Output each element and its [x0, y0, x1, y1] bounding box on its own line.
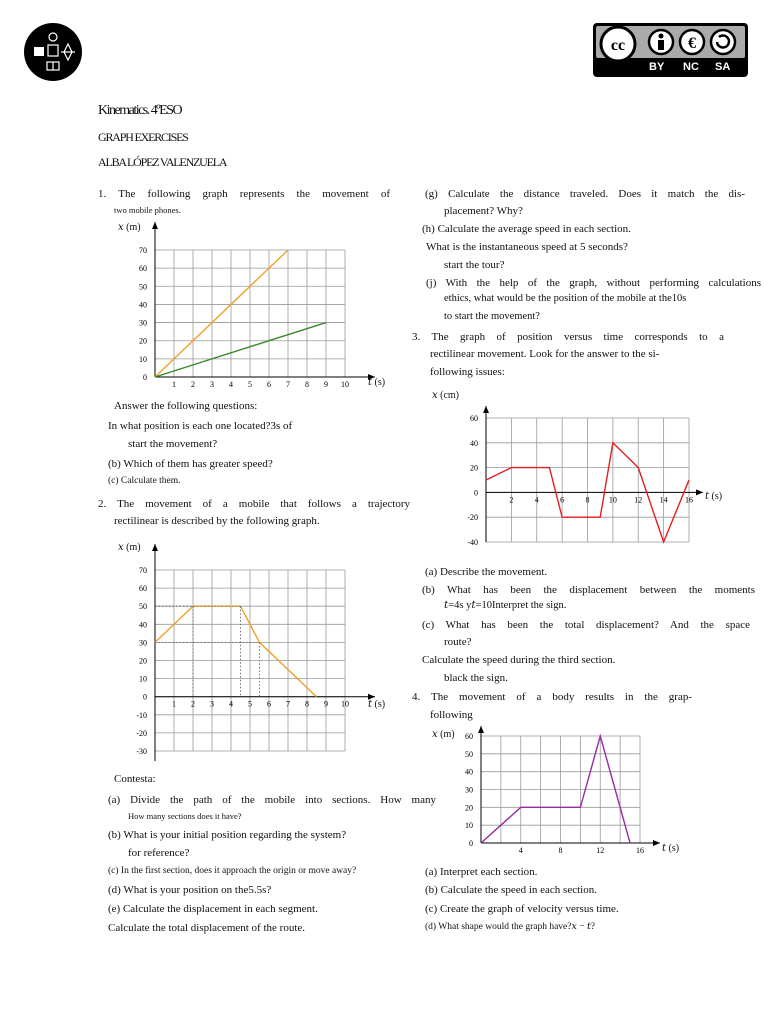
- q3-text-cont: rectilinear movement. Look for the answer to the si-: [430, 348, 660, 360]
- q2-f: Calculate the total displacement of the route.: [108, 922, 306, 934]
- q-i: What is the instantaneous speed at 5 seconds?: [426, 241, 628, 253]
- q-j-cont2: to start the movement?: [444, 311, 540, 322]
- y-tick-label: -20: [136, 728, 147, 738]
- q4-text-cont: following: [430, 709, 473, 721]
- x-tick-label: 4: [534, 495, 539, 505]
- x-tick-label: 1: [172, 699, 176, 709]
- q1-a: In what position is each one located?3s of: [108, 420, 293, 432]
- y-tick-label: 70: [139, 246, 147, 255]
- q-g: (g) Calculate the distance traveled. Does it match the dis-: [425, 188, 745, 200]
- x-tick-label: 2: [191, 380, 195, 389]
- x-tick-label: 7: [286, 380, 290, 389]
- q4-text: 4. The movement of a body results in the grap-: [412, 691, 692, 703]
- graph3-y-label: 𝑥 (cm): [432, 390, 460, 401]
- x-tick-label: 10: [341, 380, 349, 389]
- y-axis-arrow: [152, 222, 158, 229]
- x-tick-label: 10: [341, 699, 349, 709]
- q2-b: (b) What is your initial position regarding the system?: [108, 829, 347, 841]
- y-axis-arrow: [478, 726, 484, 733]
- x-tick-label: 8: [305, 380, 309, 389]
- x-tick-label: 7: [286, 699, 290, 709]
- x-tick-label: 10: [608, 495, 617, 505]
- q3-c-cont: route?: [444, 636, 472, 648]
- x-tick-label: 2: [191, 699, 195, 709]
- x-tick-label: 3: [210, 699, 214, 709]
- x-tick-label: 9: [324, 699, 328, 709]
- q1-b: (b) Which of them has greater speed?: [108, 458, 273, 470]
- graph2-x-label: 𝑡 (s): [368, 699, 386, 710]
- y-tick-label: 30: [465, 785, 473, 795]
- series-line-1: [155, 250, 288, 377]
- q4-c: (c) Create the graph of velocity versus time.: [425, 903, 619, 915]
- series-line-1: [155, 606, 317, 697]
- q2-c: (c) In the first section, does it approach the origin or move away?: [108, 866, 357, 876]
- y-tick-label: 50: [139, 282, 147, 292]
- q3-b: (b) What has been the displacement between the moments: [422, 584, 755, 596]
- q3-text-cont2: following issues:: [430, 366, 505, 378]
- q1-text-cont: two mobile phones.: [114, 205, 181, 215]
- y-tick-label: 20: [470, 463, 478, 473]
- author: ALBA LÓPEZ VALENZUELA: [98, 155, 227, 169]
- x-tick-label: 3: [210, 380, 214, 389]
- y-tick-label: 20: [139, 336, 147, 346]
- q2-text: 2. The movement of a mobile that follows a trajectory: [98, 498, 410, 510]
- q-i-cont: start the tour?: [444, 259, 505, 271]
- q-g-cont: placement? Why?: [444, 205, 523, 217]
- q3-a: (a) Describe the movement.: [425, 566, 548, 578]
- y-tick-label: 40: [470, 438, 478, 448]
- license-nc: NC: [683, 61, 699, 73]
- y-tick-label: -10: [136, 710, 147, 720]
- q1-text: 1. The following graph represents the movement of: [98, 188, 390, 200]
- graph4-y-label: 𝑥 (m): [432, 729, 455, 740]
- series-line-2: [155, 323, 326, 377]
- x-tick-label: 9: [324, 380, 328, 389]
- y-tick-label: 0: [143, 373, 147, 382]
- y-tick-label: 0: [143, 692, 147, 702]
- y-tick-label: 30: [139, 318, 147, 328]
- graph4-x-label: 𝑡 (s): [662, 843, 680, 854]
- answer-intro: Answer the following questions:: [114, 400, 258, 412]
- y-tick-label: 10: [465, 821, 473, 831]
- q2-a: (a) Divide the path of the mobile into sections. How many: [108, 794, 436, 806]
- license-by: BY: [649, 61, 665, 73]
- svg-text:€: €: [688, 35, 696, 52]
- y-tick-label: 60: [470, 414, 478, 423]
- q2-d: (d) What is your position on the5.5s?: [108, 884, 272, 896]
- school-logo: [23, 22, 83, 82]
- y-tick-label: 70: [139, 566, 147, 575]
- q4-d: (d) What shape would the graph have?𝑥 − 𝑡?: [425, 922, 595, 932]
- x-tick-label: 6: [267, 699, 271, 709]
- y-axis-arrow: [152, 544, 158, 551]
- y-tick-label: 10: [139, 354, 147, 364]
- graph1-y-label: 𝑥 (m): [118, 222, 141, 233]
- x-tick-label: 4: [518, 846, 523, 855]
- x-tick-label: 6: [560, 495, 565, 505]
- x-tick-label: 4: [229, 699, 233, 709]
- license-sa: SA: [715, 61, 731, 73]
- x-tick-label: 5: [248, 380, 252, 389]
- y-axis-arrow: [483, 406, 489, 413]
- y-tick-label: 0: [474, 488, 478, 498]
- y-tick-label: 50: [465, 749, 473, 759]
- q3-d-cont: black the sign.: [444, 672, 508, 684]
- x-tick-label: 5: [248, 699, 252, 709]
- x-tick-label: 2: [509, 495, 514, 505]
- svg-text:cc: cc: [610, 37, 626, 54]
- graph1-x-label: 𝑡 (s): [368, 377, 386, 388]
- x-tick-label: 12: [634, 495, 643, 505]
- graph-4: [460, 726, 660, 856]
- x-tick-label: 6: [267, 380, 271, 389]
- x-tick-label: 14: [659, 495, 668, 505]
- q1-a-cont: start the movement?: [128, 438, 218, 450]
- cc-license-badge: [593, 23, 748, 77]
- x-tick-label: 4: [229, 380, 233, 389]
- y-tick-label: -20: [467, 513, 478, 523]
- y-tick-label: 0: [469, 839, 473, 848]
- x-tick-label: 1: [172, 380, 176, 389]
- q3-b-cont: 𝑡=4s y𝑡=10Interpret the sign.: [444, 600, 567, 611]
- y-tick-label: 40: [465, 767, 473, 777]
- q3-text: 3. The graph of position versus time corresponds to a: [412, 331, 724, 343]
- y-tick-label: 30: [139, 638, 147, 648]
- x-tick-label: 12: [596, 846, 605, 855]
- graph-3: [440, 396, 730, 556]
- q-h: (h) Calculate the average speed in each section.: [422, 223, 631, 235]
- x-tick-label: 16: [685, 495, 693, 505]
- q3-c: (c) What has been the total displacement? And the space: [422, 619, 750, 631]
- x-tick-label: 8: [558, 846, 563, 855]
- q2-e: (e) Calculate the displacement in each segment.: [108, 903, 318, 915]
- y-tick-label: -40: [467, 538, 478, 547]
- graph-2: [113, 540, 373, 770]
- page-subtitle: GRAPH EXERCISES: [98, 130, 188, 144]
- page-title: Kinematics. 4ºESO: [98, 103, 182, 118]
- graph-1: [113, 218, 373, 388]
- y-tick-label: 10: [139, 674, 147, 684]
- y-tick-label: 20: [465, 803, 473, 813]
- graph3-x-label: 𝑡 (s): [705, 491, 723, 502]
- y-tick-label: 40: [139, 620, 147, 630]
- q4-b: (b) Calculate the speed in each section.: [425, 884, 597, 896]
- x-tick-label: 8: [305, 699, 309, 709]
- y-tick-label: 50: [139, 602, 147, 612]
- y-tick-label: 60: [465, 732, 473, 741]
- x-axis-arrow: [653, 840, 660, 846]
- x-tick-label: 8: [585, 495, 590, 505]
- contesta: Contesta:: [114, 773, 156, 785]
- q4-a: (a) Interpret each section.: [425, 866, 538, 878]
- q-j-cont: ethics, what would be the position of the mobile at the10s: [444, 293, 687, 304]
- graph2-y-label: 𝑥 (m): [118, 542, 141, 553]
- y-tick-label: 40: [139, 300, 147, 310]
- q-j: (j) With the help of the graph, without performing calculations: [426, 277, 761, 289]
- q2-a-cont: How many sections does it have?: [128, 811, 242, 821]
- q1-c: (c) Calculate them.: [108, 476, 181, 486]
- x-axis-arrow: [696, 489, 703, 495]
- y-tick-label: 60: [139, 264, 147, 274]
- q3-d: Calculate the speed during the third section.: [422, 654, 616, 666]
- q2-text-cont: rectilinear is described by the following graph.: [114, 515, 320, 527]
- q2-b-cont: for reference?: [128, 847, 190, 859]
- y-tick-label: 60: [139, 584, 147, 594]
- y-tick-label: -30: [136, 747, 147, 756]
- x-tick-label: 16: [636, 846, 644, 855]
- y-tick-label: 20: [139, 656, 147, 666]
